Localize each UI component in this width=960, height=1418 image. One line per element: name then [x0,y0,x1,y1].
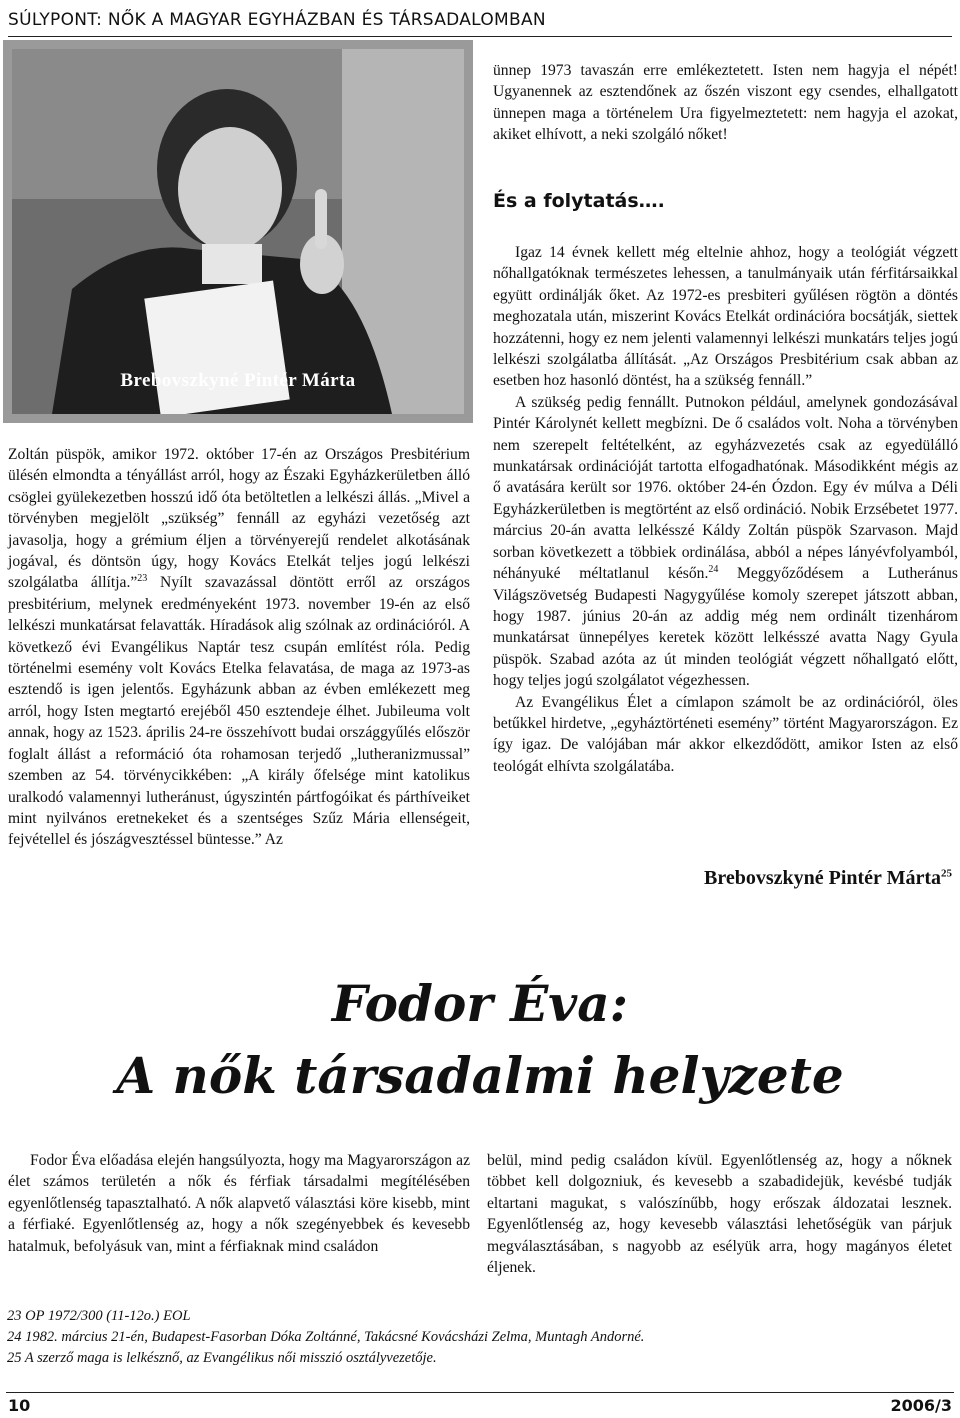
paragraph-part: Meggyőződésem a Lutheránus Világszövetség Budapesti Nagygyűlése komoly szerepet játszott abban, hogy 1987. június 20-án az addig még nem ordinált tizenhárom munkatársat ünnepélyes keretek között lelkésszé avatta Nagy Gyula püspök. Szabad azóta az út minden teológiát végzett nőhallgató előtt, hogy teljes jogú szolgálatot végezhessen. [493,565,958,690]
footer-divider [6,1392,954,1393]
paragraph-part: Zoltán püspök, amikor 1972. október 17-én az Országos Presbitérium ülésén elmondta a tényállást arról, hogy az Északi Egyházkerületben álló csöglei gyülekezetben hosszú idő óta betöltetlen a lelkészi állás. „Mivel a törvényben megjelölt „szükség” fennáll az egyházi vezetőség azt javasolja, hogy a grémium éljen a törvényerejű rendelet alkotásának jogával, és döntsön úgy, hogy Kovács Etelkát teljes jogú lelkészi szolgálatba állítja.” [8,446,470,592]
section-title: SÚLYPONT: NŐK A MAGYAR EGYHÁZBAN ÉS TÁRSADALOMBAN [8,10,546,30]
photo-illustration [12,49,464,414]
portrait-photo [3,40,473,423]
paragraph: belül, mind pedig családon kívül. Egyenlőtlenség az, hogy a nőknek többet kell dolgozniuk, és kevesebb a szabadidejük, kevésbé tudják eltartani magukat, s valószínűbb, hogy erőszak áldozatai lesznek. Egyenlőtlenség az, hogy kevesebb választási lehetőségük van párjuk megválasztásában, s nagyobb az esélyük arra, hogy magányos életet éljenek. [487,1152,952,1277]
article2-right-column [487,1150,952,1278]
page-number: 10 [8,1396,31,1415]
article2-left-column [8,1150,470,1257]
right-column [493,242,958,777]
paragraph [8,444,470,851]
photo-caption: Brebovszkyné Pintér Márta [120,370,356,391]
footnote-23: 23 OP 1972/300 (11-12o.) EOL [7,1308,191,1324]
article-title-line2: A nők társadalmi helyzete [116,1046,844,1105]
paragraph-part: Nyílt szavazással döntött erről az országos presbitérium, melynek eredményeként 1973. november 19-én az első lelkészi munkatársat felavatták. Híradások alig szólnak az ordinációról. A következő évi Evangélikus Naptár tesz csupán említést róla. Pedig történelmi esemény volt Kovács Etelka felavatása, de maga az 1973-as esztendő is igen jelentős. Egyházunk abban az évben emlékezett meg arról, hogy Isten megtartó erejéből 450 esztendeje élhet. Jubileuma volt annak, hogy az 1523. április 24-re összehívott budai országgyűlés először foglalt állást a reformáció óta rohamosan terjedő „lutheranizmussal” szemben az 54. törvénycikkében: „A király őfelsége mint katolikus uralkodó valamennyi lutheránust, úgyszintén pártfogóikat és párthíveiket mint nyilvános eretnekeket és a szentséges Szűz Mária ellenségeit, fejvétellel és jószágvesztéssel büntesse.” Az [8,574,470,849]
author-name: Brebovszkyné Pintér Márta [703,867,941,889]
footnote-25: 25 A szerző maga is lelkésznő, az Evangélikus női misszió osztályvezetője. [7,1350,437,1366]
paragraph: Igaz 14 évnek kellett még eltelnie ahhoz, hogy a teológiát végzett nőhallgatóknak természetes lehessen, a tanulmányaik után férfitársaikkal együtt ordinálják őket. Az 1972-es presbiteri gyűlésen rögtön a döntés meghozatala után, miszerint Kovács Etelkát ordinációra bocsátják, siettek hozzátenni, hogy ez nem jelenti valamennyi lelkészi munkatárs teljes jogú lelkészi szolgálatba állítását. „Az Országos Presbitérium csak abban az esetben hoz hasonló döntést, ha a szükség fennáll.” [493,244,958,390]
right-top-text [493,60,958,146]
paragraph: ünnep 1973 tavaszán erre emlékeztetett. Isten nem hagyja el népét! Ugyanennek az esztendőnek az őszén viszont egy csendes, elhallgatott ünnepen maga a történelem Ura figyelmeztetett: nem hagyja el azokat, akiket elhívott, a neki szolgáló nőket! [493,62,958,144]
footnote-ref-24[interactable]: 24 [708,563,719,575]
footnote-ref-23[interactable]: 23 [137,573,148,585]
paragraph: Fodor Éva előadása elején hangsúlyozta, hogy ma Magyarországon az élet számos területén a nők és férfiak társadalmi megítélésében egyenlőtlenség tapasztalható. A nők alapvető választási köre kisebb, mint a férfiaké. Egyenlőtlenség az, hogy a nők szegényebbek és kevesebb hatalmuk, befolyásuk van, mint a férfiaknak mind családon [8,1152,470,1255]
paragraph [493,392,958,692]
footnotes [7,1306,952,1369]
footnote-24: 24 1982. március 21-én, Budapest-Fasorban Dóka Zoltánné, Takácsné Kovácsházi Zelma, Muntagh Andorné. [7,1329,645,1345]
left-column [8,444,470,851]
subheading: És a folytatás…. [493,190,665,212]
paragraph-part: A szükség pedig fennállt. Putnokon például, amelynek gondozásával Pintér Károlynét kellett megbízni. De ő családos volt. Noha a törvényben nem szerepelt feltételként, az egyházvezetés csak az egyedülálló munkatársak ordinációját tartotta elfogadhatónak. Másodikként mégis az ő avatására került sor 1976. október 24-én Ózdon. Egy év múlva a Déli Egyházkerületben is megtörtént az első ordináció. Nobik Erzsébetet 1977. március 20-án avatta lelkésszé Káldy Zoltán püspök Szarvason. Majd sorban következett a többiek ordinálása, abból a népes lányévfolyamból, néhányuké méltatlanul későn. [493,393,958,583]
running-header [8,6,952,37]
issue-number: 2006/3 [890,1396,952,1415]
footnote-ref-25[interactable]: 25 [941,867,952,880]
paragraph: Az Evangélikus Élet a címlapon számolt be az ordinációról, öles betűkkel hirdetve, „egyháztörténeti esemény” történt Magyarországon. Ez így igaz. De valójában már akkor elkezdődött, amikor Isten az első teológát elhívta szolgálatába. [493,693,958,775]
article-title-line1: Fodor Éva: [331,974,629,1033]
author-signature [704,867,952,890]
